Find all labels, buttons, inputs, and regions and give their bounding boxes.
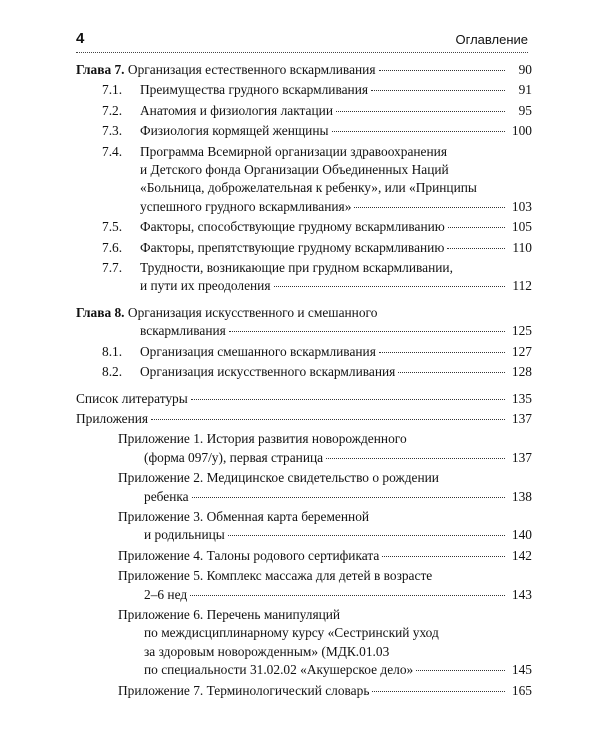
page-ref: 128 xyxy=(511,364,532,380)
section-title: Физиология кормящей женщины xyxy=(140,123,329,139)
toc-appendix-4[interactable] xyxy=(76,547,532,565)
section-title-line: успешного грудного вскармливания» xyxy=(140,198,352,214)
appendix-title-line: (форма 097/у), первая страница xyxy=(144,449,324,465)
page-ref: 110 xyxy=(512,239,532,255)
leader-dots xyxy=(192,497,505,498)
appendix-title-line: Приложение 5. Комплекс массажа для детей в возрасте xyxy=(118,568,433,584)
leader-dots xyxy=(448,227,505,228)
appendix-title-line: Приложение 7. Терминологический словарь xyxy=(118,682,370,698)
toc-bibliography[interactable] xyxy=(76,390,532,408)
chapter-title-line: Организация искусственного и смешанного xyxy=(127,304,378,320)
leader-dots xyxy=(336,111,505,112)
section-number: 7.1. xyxy=(102,82,123,98)
leader-dots xyxy=(447,248,505,249)
toc-appendix-3[interactable] xyxy=(76,508,532,545)
page-ref: 103 xyxy=(511,198,532,214)
appendix-title-line: ребенка xyxy=(144,488,189,504)
toc-appendix-2[interactable] xyxy=(76,469,532,506)
section-number: 8.1. xyxy=(102,343,123,359)
section-number: 8.2. xyxy=(102,364,123,380)
page-ref: 112 xyxy=(512,278,532,294)
appendix-title-line: и родильницы xyxy=(144,527,225,543)
section-number: 7.2. xyxy=(102,102,123,118)
toc-appendix-7[interactable] xyxy=(76,682,532,700)
section-title-line: Трудности, возникающие при грудном вскармливании, xyxy=(140,260,453,276)
leader-dots xyxy=(228,535,505,536)
toc-section-7-4[interactable] xyxy=(76,143,532,217)
section-title: Факторы, препятствующие грудному вскармливанию xyxy=(140,239,445,255)
appendix-title-line: Приложение 3. Обменная карта беременной xyxy=(118,508,370,524)
page-ref: 137 xyxy=(511,410,532,426)
toc-section-7-3[interactable] xyxy=(76,122,532,140)
page-ref: 143 xyxy=(511,586,532,602)
appendix-title-line: Приложение 6. Перечень манипуляций xyxy=(118,606,341,622)
leader-dots xyxy=(372,691,505,692)
section-title: Преимущества грудного вскармливания xyxy=(140,82,369,98)
page-ref: 142 xyxy=(511,547,532,563)
toc-appendix-5[interactable] xyxy=(76,567,532,604)
leader-dots xyxy=(151,419,505,420)
section-title: Факторы, способствующие грудному вскармливанию xyxy=(140,219,445,235)
leader-dots xyxy=(379,352,505,353)
chapter-7-title: Организация естественного вскармливания xyxy=(127,62,376,77)
toc-chapter-8[interactable] xyxy=(76,304,532,341)
chapter-7-label: Глава 7. xyxy=(76,62,125,77)
section-title: Организация смешанного вскармливания xyxy=(140,343,376,359)
page-number: 4 xyxy=(76,30,85,47)
leader-dots xyxy=(274,286,505,287)
section-title: Организация искусственного вскармливания xyxy=(140,364,396,380)
toc-chapter-7[interactable] xyxy=(76,61,532,79)
page-ref: 127 xyxy=(511,343,532,359)
page-ref: 138 xyxy=(511,488,532,504)
section-number: 7.3. xyxy=(102,123,123,139)
page-ref: 137 xyxy=(511,449,532,465)
toc-appendix-1[interactable] xyxy=(76,430,532,467)
page-ref: 90 xyxy=(518,62,532,77)
leader-dots xyxy=(354,207,505,208)
leader-dots xyxy=(229,331,505,332)
toc-section-7-7[interactable] xyxy=(76,259,532,296)
section-title-line: и Детского фонда Организации Объединенных Наций xyxy=(140,162,449,178)
leader-dots xyxy=(326,458,505,459)
appendix-title-line: за здоровым новорожденным» (МДК.01.03 xyxy=(144,643,390,659)
page-ref: 105 xyxy=(511,219,532,235)
section-title-line: Программа Всемирной организации здравоохранения xyxy=(140,143,447,159)
toc-section-8-1[interactable] xyxy=(76,343,532,361)
page-ref: 135 xyxy=(511,390,532,406)
page-ref: 165 xyxy=(511,682,532,698)
appendix-title-line: Приложение 1. История развития новорожденного xyxy=(118,431,407,447)
appendix-title-line: Приложение 2. Медицинское свидетельство о рождении xyxy=(118,470,439,486)
toc-section-7-5[interactable] xyxy=(76,218,532,236)
leader-dots xyxy=(382,556,505,557)
section-title: Анатомия и физиология лактации xyxy=(140,102,333,118)
page-ref: 140 xyxy=(511,527,532,543)
section-title-line: «Больница, доброжелательная к ребенку», или «Принципы xyxy=(140,180,477,196)
page-ref: 91 xyxy=(518,82,532,98)
appendix-title-line: 2–6 нед xyxy=(144,586,188,602)
toc-section-7-6[interactable] xyxy=(76,239,532,257)
leader-dots xyxy=(398,372,505,373)
toc-appendix-6[interactable] xyxy=(76,606,532,680)
section-number: 7.5. xyxy=(102,219,123,235)
leader-dots xyxy=(371,90,505,91)
leader-dots xyxy=(379,70,505,71)
section-number: 7.6. xyxy=(102,239,123,255)
appendices-title: Приложения xyxy=(76,410,149,426)
toc-appendices[interactable] xyxy=(76,410,532,428)
toc-section-7-2[interactable] xyxy=(76,102,532,120)
page-ref: 95 xyxy=(518,102,532,118)
section-number: 7.7. xyxy=(102,260,123,276)
leader-dots xyxy=(416,670,505,671)
section-number: 7.4. xyxy=(102,143,123,159)
bibliography-title: Список литературы xyxy=(76,390,188,406)
appendix-title-line: Приложение 4. Талоны родового сертификата xyxy=(118,547,380,563)
chapter-8-label: Глава 8. xyxy=(76,304,125,320)
toc-section-7-1[interactable] xyxy=(76,81,532,99)
page-ref: 125 xyxy=(511,323,532,339)
running-header xyxy=(76,30,528,53)
appendix-title-line: по специальности 31.02.02 «Акушерское дело» xyxy=(144,662,414,678)
table-of-contents xyxy=(76,61,532,702)
page-ref: 100 xyxy=(511,123,532,139)
leader-dots xyxy=(332,131,505,132)
leader-dots xyxy=(190,595,505,596)
page-ref: 145 xyxy=(511,662,532,678)
leader-dots xyxy=(191,399,505,400)
section-title: Оглавление xyxy=(455,32,528,47)
chapter-title-line: вскармливания xyxy=(140,323,226,339)
toc-section-8-2[interactable] xyxy=(76,363,532,381)
appendix-title-line: по междисциплинарному курсу «Сестринский уход xyxy=(144,625,439,641)
section-title-line: и пути их преодоления xyxy=(140,278,271,294)
